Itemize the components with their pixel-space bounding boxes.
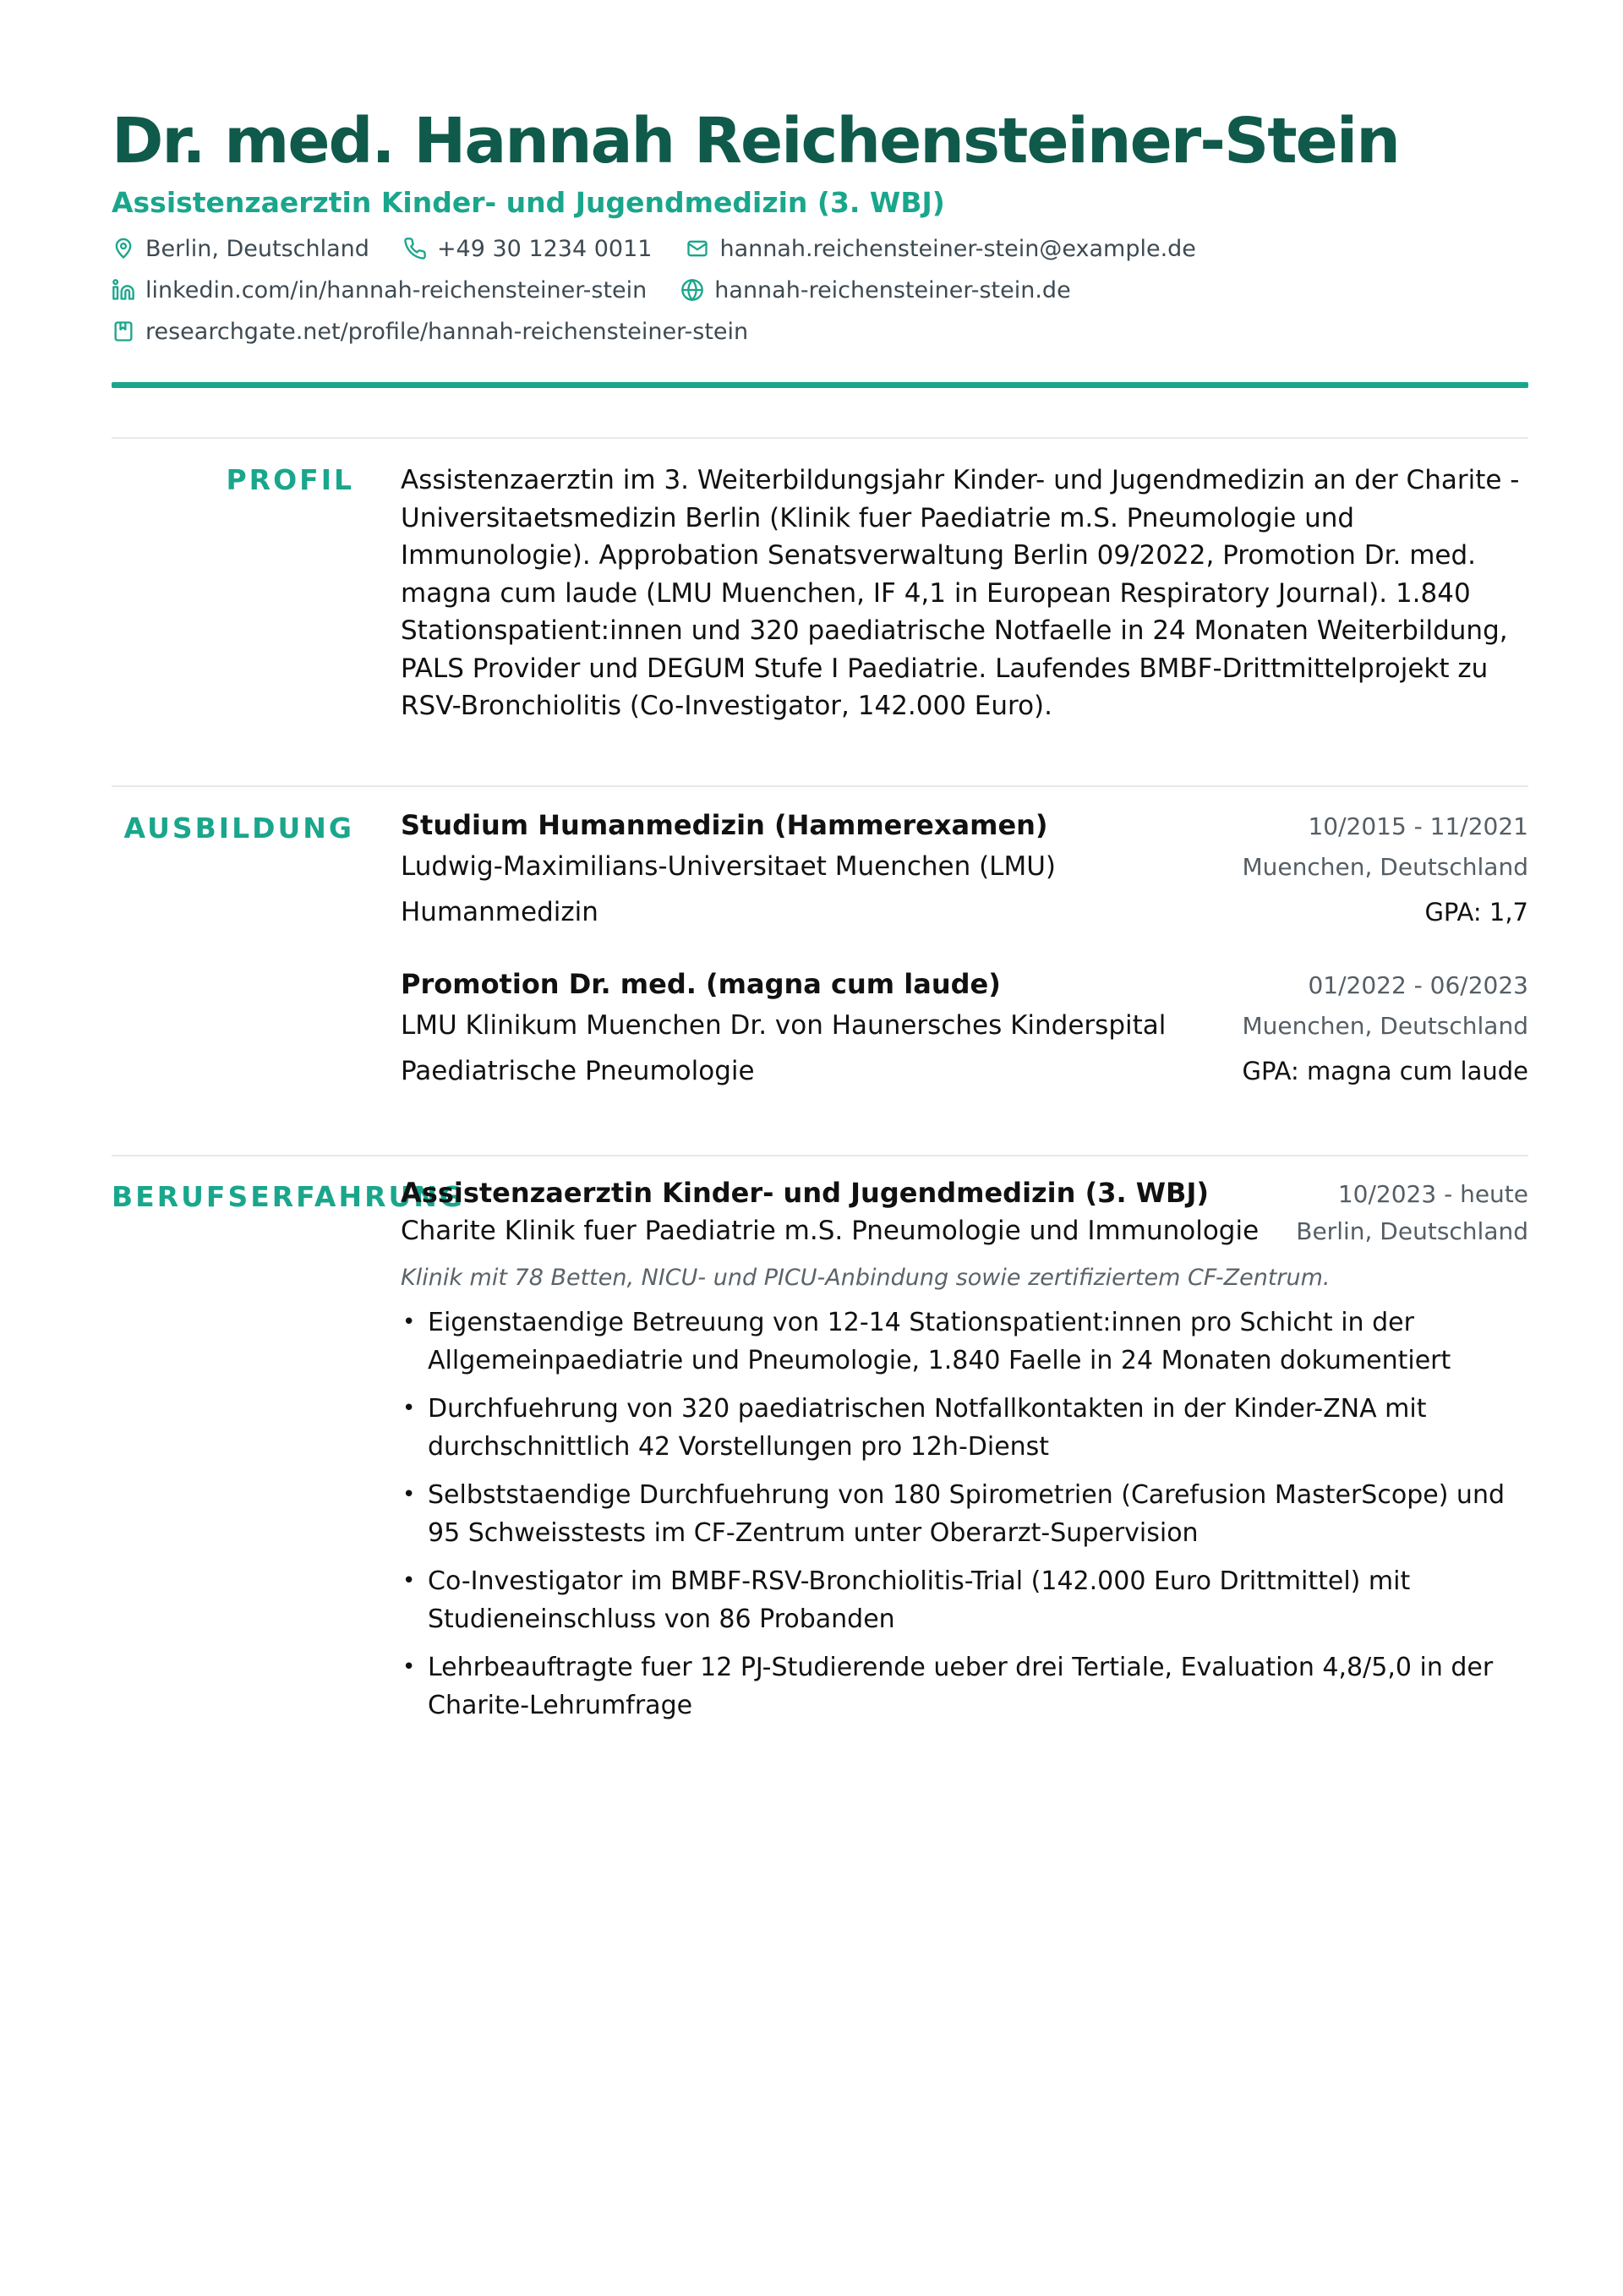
entry-org-row <box>401 1010 1528 1056</box>
entry-org-row <box>401 1216 1528 1258</box>
education-entry <box>401 809 1528 941</box>
resume-header <box>112 103 1528 347</box>
entry-date: 01/2022 - 06/2023 <box>1308 971 1528 999</box>
section-divider <box>112 437 1528 439</box>
entry-gpa: GPA: 1,7 <box>1424 898 1528 927</box>
contact-location <box>112 236 369 262</box>
location-pin-icon <box>112 237 135 260</box>
entry-gpa: GPA: magna cum laude <box>1242 1057 1528 1085</box>
section-label-experience: BERUFSERFAHRUNG <box>112 1180 465 1213</box>
list-item: • Co-Investigator im BMBF-RSV-Bronchiolitis-Trial (142.000 Euro Drittmittel) mit Studieneinschluss von 86 Probanden <box>401 1562 1528 1638</box>
contact-phone[interactable] <box>403 236 653 262</box>
entry-org: Ludwig-Maximilians-Universitaet Muenchen (LMU) <box>401 851 1056 882</box>
entry-note-row <box>401 1258 1528 1298</box>
candidate-name: Dr. med. Hannah Reichensteiner-Stein <box>112 105 1399 178</box>
candidate-title: Assistenzaerztin Kinder- und Jugendmedizin (3. WBJ) <box>112 186 945 219</box>
contact-phone-text: +49 30 1234 0011 <box>436 235 653 262</box>
entry-note: Klinik mit 78 Betten, NICU- und PICU-Anbindung sowie zertifiziertem CF-Zentrum. <box>401 1265 1331 1291</box>
experience-entry <box>401 1177 1528 1725</box>
section-divider <box>112 785 1528 787</box>
contact-location-text: Berlin, Deutschland <box>145 235 369 262</box>
entry-header-row <box>401 809 1528 848</box>
profile-summary: Assistenzaerztin im 3. Weiterbildungsjahr Kinder- und Jugendmedizin an der Charite - Universitaetsmedizin Berlin (Klinik fuer Paediatrie m.S. Pneumologie und Immunologie). Approbation Senatsverwaltung Berlin 09/2022, Promotion Dr. med. magna cum laude (LMU Muenchen, IF 4,1 in European Respiratory Journal). 1.840 Stationspatient:innen und 320 paediatrische Notfaelle in 24 Monaten Weiterbildung, PALS Provider und DEGUM Stufe I Paediatrie. Laufendes BMBF-Drittmittelprojekt zu RSV-Bronchiolitis (Co-Investigator, 142.000 Euro). <box>401 465 1520 721</box>
entry-location: Berlin, Deutschland <box>1296 1217 1528 1245</box>
contact-email[interactable] <box>686 236 1195 262</box>
contact-row <box>112 233 1528 264</box>
achievement-list <box>401 1304 1528 1725</box>
entry-field: Humanmedizin <box>401 897 598 927</box>
experience-section <box>401 1177 1528 1735</box>
section-divider <box>112 1155 1528 1156</box>
entry-title: Studium Humanmedizin (Hammerexamen) <box>401 809 1048 841</box>
entry-org-row <box>401 851 1528 897</box>
education-section <box>401 809 1528 1100</box>
entry-header-row <box>401 1177 1528 1216</box>
contact-researchgate[interactable] <box>112 319 748 345</box>
contact-website[interactable] <box>680 277 1070 303</box>
list-item: • Selbststaendige Durchfuehrung von 180 Spirometrien (Carefusion MasterScope) und 95 Schweisstests im CF-Zentrum unter Oberarzt-Supervision <box>401 1476 1528 1552</box>
education-entry <box>401 968 1528 1100</box>
entry-org: Charite Klinik fuer Paediatrie m.S. Pneumologie und Immunologie <box>401 1216 1260 1246</box>
section-label-profile: PROFIL <box>226 463 354 496</box>
list-item: • Eigenstaendige Betreuung von 12-14 Stationspatient:innen pro Schicht in der Allgemeinpaediatrie und Pneumologie, 1.840 Faelle in 24 Monaten dokumentiert <box>401 1304 1528 1380</box>
contact-researchgate-text: researchgate.net/profile/hannah-reichensteiner-stein <box>145 318 749 345</box>
entry-title: Assistenzaerztin Kinder- und Jugendmedizin (3. WBJ) <box>401 1177 1209 1209</box>
phone-icon <box>403 237 427 260</box>
entry-field-row <box>401 897 1528 941</box>
entry-date: 10/2015 - 11/2021 <box>1308 812 1528 840</box>
entry-org: LMU Klinikum Muenchen Dr. von Haunersches Kinderspital <box>401 1010 1167 1041</box>
profile-section <box>401 462 1528 725</box>
entry-header-row <box>401 968 1528 1007</box>
list-item: • Durchfuehrung von 320 paediatrischen Notfallkontakten in der Kinder-ZNA mit durchschnittlich 42 Vorstellungen pro 12h-Dienst <box>401 1390 1528 1466</box>
bookmark-icon <box>112 320 135 343</box>
mail-icon <box>686 237 709 260</box>
header-accent-rule <box>112 382 1528 388</box>
entry-location: Muenchen, Deutschland <box>1242 853 1528 881</box>
entry-title: Promotion Dr. med. (magna cum laude) <box>401 968 1001 1000</box>
entry-date: 10/2023 - heute <box>1337 1180 1528 1208</box>
contact-row <box>112 275 1528 305</box>
list-item: • Lehrbeauftragte fuer 12 PJ-Studierende ueber drei Tertiale, Evaluation 4,8/5,0 in der Charite-Lehrumfrage <box>401 1648 1528 1725</box>
contact-website-text: hannah-reichensteiner-stein.de <box>714 276 1071 303</box>
contact-linkedin[interactable] <box>112 277 647 303</box>
contact-email-text: hannah.reichensteiner-stein@example.de <box>719 235 1196 262</box>
entry-location: Muenchen, Deutschland <box>1242 1012 1528 1040</box>
contact-linkedin-text: linkedin.com/in/hannah-reichensteiner-stein <box>145 276 648 303</box>
section-label-education: AUSBILDUNG <box>123 812 354 845</box>
entry-field: Paediatrische Pneumologie <box>401 1056 755 1086</box>
entry-field-row <box>401 1056 1528 1100</box>
contact-row <box>112 316 1528 347</box>
globe-icon <box>680 278 704 302</box>
linkedin-icon <box>112 278 135 302</box>
